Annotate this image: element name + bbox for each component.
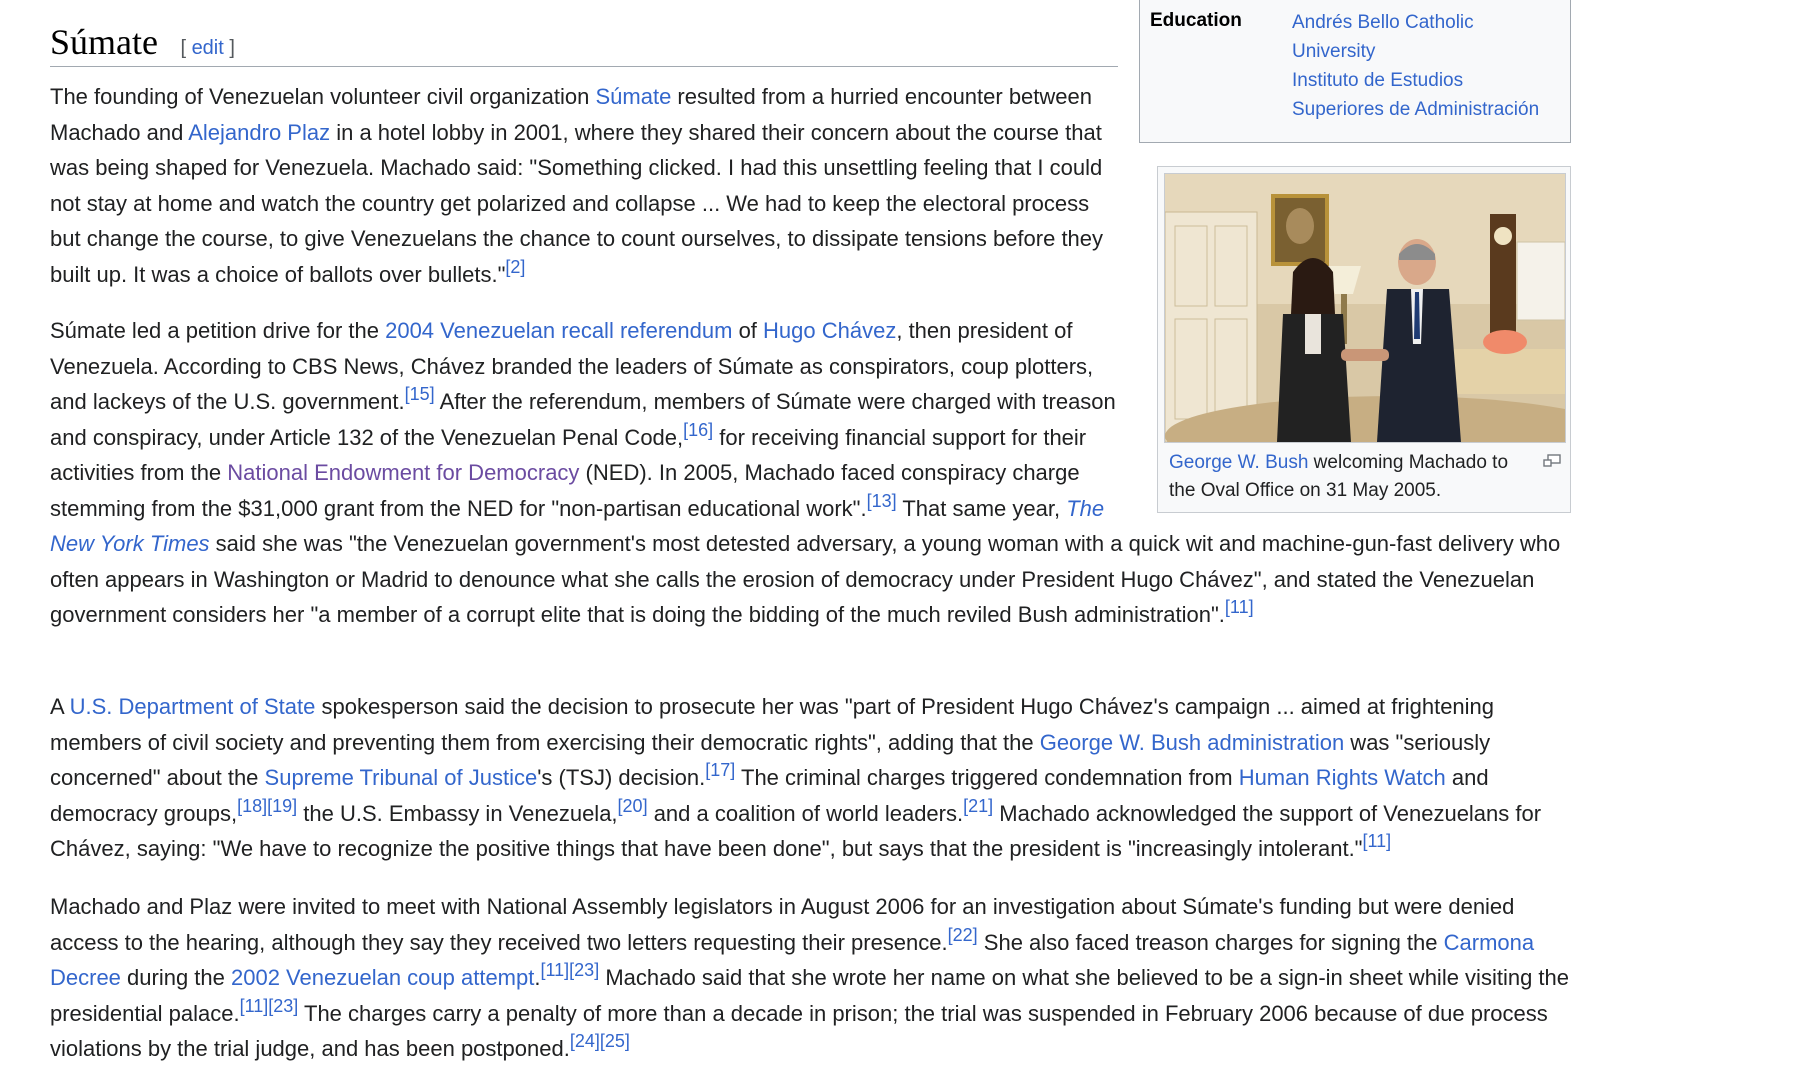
citation-2[interactable]: [2] <box>505 256 526 277</box>
infobox <box>1139 0 1571 143</box>
paragraph-founding <box>50 79 1125 292</box>
text: Súmate led a petition drive for the <box>50 318 386 343</box>
text: (NED). In 2005, Machado faced conspiracy charge stemming from the $31,000 grant from the NED for "non-partisan educational work". <box>50 460 1080 521</box>
link-national-endowment-for-democracy[interactable]: National Endowment for Democracy <box>227 460 580 485</box>
float-spacer <box>1135 313 1575 518</box>
text: of <box>732 318 764 343</box>
paragraph-petition <box>50 313 1575 633</box>
text: was "seriously concerned" about the <box>50 729 1491 790</box>
text: . <box>534 965 541 990</box>
link-sumate[interactable]: Súmate <box>595 84 672 109</box>
citation-11-23[interactable]: [11][23] <box>540 960 600 980</box>
link-2004-recall-referendum[interactable]: 2004 Venezuelan recall referendum <box>385 318 733 343</box>
paragraph-state-department <box>50 689 1575 867</box>
link-human-rights-watch[interactable]: Human Rights Watch <box>1238 765 1446 790</box>
link-hugo-chavez[interactable]: Hugo Chávez <box>763 318 897 343</box>
link-carmona-decree[interactable]: Carmona Decree <box>50 929 1535 990</box>
text: After the referendum, members of Súmate were charged with treason and conspiracy, under Article 132 of the Venezuelan Penal Code, <box>50 389 1116 450</box>
text: A <box>50 694 70 719</box>
caption-text: welcoming Machado to the Oval Office on 31 May 2005. <box>1169 452 1509 501</box>
edit-bracket-close: ] <box>229 37 235 59</box>
text: said she was "the Venezuelan government's most detested adversary, a young woman with a quick wit and machine-gun-fast delivery who often appears in Washington or Madrid to denounce what she calls the erosion of democracy under President Hugo Chávez", and stated the Venezuelan government considers her "a member of a corrupt elite that is doing the bidding of the much reviled Bush administration". <box>50 531 1561 627</box>
text: That same year, <box>896 495 1067 521</box>
infobox-link-andres-bello-1[interactable]: Andrés Bello Catholic <box>1292 12 1474 33</box>
text: during the <box>120 965 231 990</box>
text: The criminal charges triggered condemnation from <box>735 765 1239 790</box>
infobox-label-education: Education <box>1150 10 1242 31</box>
citation-11[interactable]: [11] <box>1362 831 1392 851</box>
section-title: Súmate <box>50 22 158 62</box>
paragraph-national-assembly <box>50 889 1575 1067</box>
citation-22[interactable]: [22] <box>947 924 978 945</box>
text: Machado said that she wrote her name on what she believed to be a sign-in sheet while visiting the presidential palace. <box>50 965 1569 1026</box>
text: the U.S. Embassy in Venezuela, <box>297 800 618 826</box>
edit-section <box>180 37 235 59</box>
citation-20[interactable]: [20] <box>617 795 648 816</box>
text: The founding of Venezuelan volunteer civil organization <box>50 84 596 109</box>
infobox-link-andres-bello-2[interactable]: University <box>1292 41 1376 62</box>
text: 's (TSJ) decision. <box>537 765 706 790</box>
section-heading <box>50 14 1118 67</box>
citation-15[interactable]: [15] <box>404 384 435 404</box>
citation-18-19[interactable]: [18][19] <box>237 795 298 816</box>
citation-21[interactable]: [21] <box>963 795 994 816</box>
link-alejandro-plaz[interactable]: Alejandro Plaz <box>188 119 331 145</box>
infobox-link-iesa-1[interactable]: Instituto de Estudios <box>1292 70 1464 91</box>
link-new-york-times[interactable]: The New York Times <box>50 495 1105 556</box>
text: and a coalition of world leaders. <box>647 800 964 826</box>
text: The charges carry a penalty of more than a decade in prison; the trial was suspended in February 2006 because of due process violations by the trial judge, and has been postponed. <box>50 1000 1548 1061</box>
link-us-department-of-state[interactable]: U.S. Department of State <box>69 694 316 719</box>
citation-24-25[interactable]: [24][25] <box>569 1031 630 1051</box>
infobox-education-values <box>1292 8 1539 124</box>
citation-13[interactable]: [13] <box>866 490 897 511</box>
text: , then president of Venezuela. According to CBS News, Chávez branded the leaders of Súmate as conspirators, coup plotters, and lackeys of the U.S. government. <box>50 318 1094 414</box>
citation-16[interactable]: [16] <box>683 419 714 440</box>
citation-17[interactable]: [17] <box>705 760 736 780</box>
link-george-w-bush-administration[interactable]: George W. Bush administration <box>1039 729 1345 755</box>
text: resulted from a hurried encounter between Machado and <box>50 84 1092 145</box>
caption-link-george-w-bush[interactable]: George W. Bush <box>1169 452 1309 473</box>
infobox-link-iesa-2[interactable]: Superiores de Administración <box>1292 99 1540 120</box>
citation-11[interactable]: [11] <box>1224 597 1254 617</box>
text: in a hotel lobby in 2001, where they shared their concern about the course that was being shaped for Venezuela. Machado said: "Something clicked. I had this unsettling feeling that I could not stay at home and watch the country get polarized and collapse ... We had to keep the electoral process but change the course, to give Venezuelans the chance to count ourselves, to dissipate tensions before they built up. It was a choice of ballots over bullets." <box>50 119 1104 287</box>
link-2002-coup-attempt[interactable]: 2002 Venezuelan coup attempt <box>231 965 535 990</box>
text: spokesperson said the decision to prosecute her was "part of President Hugo Chávez's campaign ... aimed at frightening members of civil society and preventing them from exercising their democratic rights", adding that the <box>50 694 1495 755</box>
text: and democracy groups, <box>50 765 1489 826</box>
citation-11-23[interactable]: [11][23] <box>239 995 299 1016</box>
text: She also faced treason charges for signing the <box>977 929 1444 955</box>
link-supreme-tribunal-of-justice[interactable]: Supreme Tribunal of Justice <box>264 765 538 790</box>
text: for receiving financial support for their activities from the <box>50 424 1087 485</box>
edit-link[interactable]: edit <box>191 37 224 59</box>
text: Machado acknowledged the support of Venezuelans for Chávez, saying: "We have to recognize the positive things that have been done", but says that the president is "increasingly intolerant." <box>50 800 1542 861</box>
edit-bracket-open: [ <box>180 37 186 59</box>
text: Machado and Plaz were invited to meet with National Assembly legislators in August 2006 for an investigation about Súmate's funding but were denied access to the hearing, although they say they received two letters requesting their presence. <box>50 894 1515 955</box>
